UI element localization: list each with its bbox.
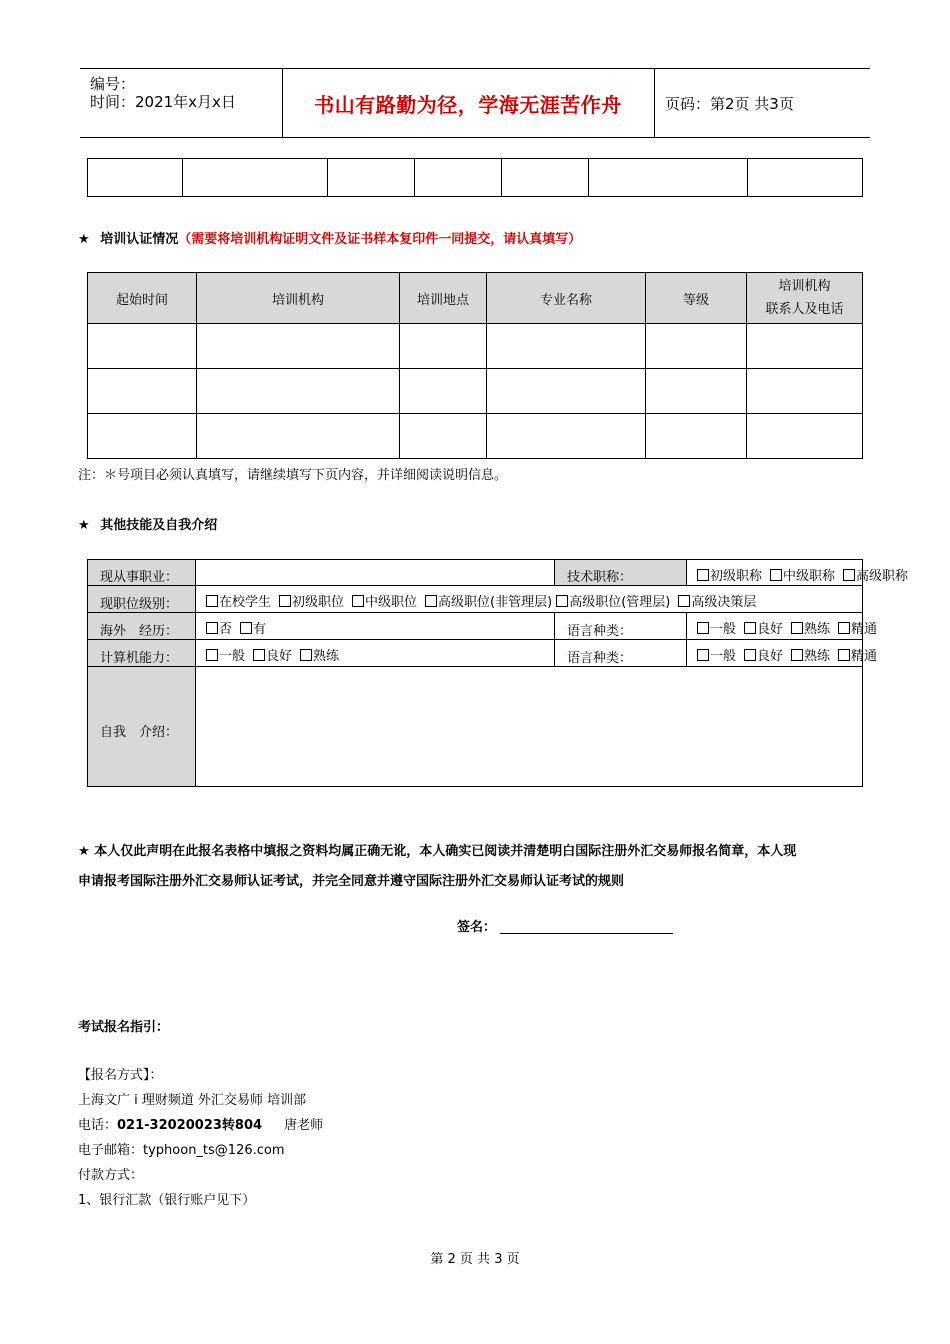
option-label: 良好	[266, 649, 293, 664]
phone-label: 电话：	[78, 1118, 118, 1133]
table-cell[interactable]	[400, 369, 487, 414]
checkbox-icon	[843, 569, 855, 581]
option-good[interactable]	[744, 649, 783, 664]
option-label: 精通	[851, 649, 878, 664]
option-good[interactable]	[744, 622, 783, 637]
declaration	[78, 837, 878, 897]
skills-heading	[78, 514, 217, 533]
table-cell[interactable]	[415, 159, 502, 197]
table-cell[interactable]	[183, 159, 328, 197]
table-row	[88, 369, 863, 414]
option-expert[interactable]	[838, 622, 877, 637]
option-senior-nonmgmt[interactable]	[425, 595, 552, 610]
option-label: 熟练	[804, 622, 831, 637]
checkbox-icon	[240, 622, 252, 634]
col-start-time: 起始时间	[88, 273, 197, 324]
star-icon: ★	[78, 232, 90, 247]
table-header-row	[88, 273, 863, 324]
overseas-options	[195, 612, 555, 640]
checkbox-icon	[556, 595, 568, 607]
option-label: 良好	[757, 622, 784, 637]
method-title: 【报名方式】：	[78, 1068, 163, 1083]
table-cell[interactable]	[646, 414, 747, 459]
option-senior-title[interactable]	[843, 569, 908, 584]
checkbox-icon	[838, 649, 850, 661]
option-label: 否	[219, 622, 233, 637]
checkbox-icon	[300, 649, 312, 661]
star-icon: ★	[78, 518, 90, 533]
checkbox-icon	[697, 649, 709, 661]
page-footer: 第 2 页 共 3 页	[430, 1252, 520, 1267]
checkbox-icon	[425, 595, 437, 607]
language1-options	[686, 612, 878, 640]
option-label: 高级职位(非管理层)	[438, 595, 553, 610]
checkbox-icon	[352, 595, 364, 607]
checkbox-icon	[744, 649, 756, 661]
table-cell[interactable]	[400, 414, 487, 459]
contact-name: 唐老师	[284, 1118, 324, 1133]
language2-options	[686, 639, 878, 667]
option-expert[interactable]	[838, 649, 877, 664]
checkbox-icon	[791, 622, 803, 634]
option-basic[interactable]	[697, 622, 736, 637]
option-senior-mgmt[interactable]	[556, 595, 670, 610]
col-contact-line2: 联系人及电话	[765, 302, 844, 317]
option-label: 熟练	[804, 649, 831, 664]
table-cell[interactable]	[487, 369, 646, 414]
checkbox-icon	[206, 622, 218, 634]
table-cell[interactable]	[487, 414, 646, 459]
col-major: 专业名称	[487, 273, 646, 324]
option-good[interactable]	[253, 649, 292, 664]
table-cell[interactable]	[748, 159, 863, 197]
checkbox-icon	[770, 569, 782, 581]
training-table	[87, 272, 863, 459]
option-yes[interactable]	[240, 622, 266, 637]
training-note: （需要将培训机构证明文件及证书样本复印件一同提交，请认真填写）	[178, 232, 582, 247]
table-row	[88, 414, 863, 459]
footnote: 注：＊号项目必须认真填写，请继续填写下页内容，并详细阅读说明信息。	[78, 468, 508, 483]
guide-body	[78, 1063, 778, 1213]
option-basic[interactable]	[206, 649, 245, 664]
table-cell[interactable]	[197, 414, 400, 459]
table-cell[interactable]	[747, 414, 863, 459]
position-level-options	[195, 585, 863, 613]
col-contact-line1: 培训机构	[778, 279, 831, 294]
option-label: 一般	[710, 649, 737, 664]
email-line: 电子邮箱：typhoon_ts@126.com	[78, 1143, 285, 1158]
checkbox-icon	[838, 622, 850, 634]
option-label: 高级职称	[856, 569, 909, 584]
signature-label: 签名：	[457, 920, 497, 935]
guide-title: 考试报名指引：	[78, 1020, 170, 1035]
table-cell[interactable]	[88, 369, 197, 414]
option-label: 熟练	[313, 649, 340, 664]
intro-label: 自我 介绍：	[100, 725, 179, 740]
table-row	[88, 159, 863, 197]
checkbox-icon	[253, 649, 265, 661]
current-job-label-cell	[87, 559, 196, 586]
checkbox-icon	[744, 622, 756, 634]
option-label: 一般	[219, 649, 246, 664]
checkbox-icon	[279, 595, 291, 607]
option-mid-position[interactable]	[352, 595, 417, 610]
option-label: 在校学生	[219, 595, 272, 610]
overseas-label-cell	[87, 612, 196, 640]
tech-title-label-cell	[554, 559, 687, 586]
col-location: 培训地点	[400, 273, 487, 324]
table-row	[88, 324, 863, 369]
checkbox-icon	[697, 569, 709, 581]
skills-title: 其他技能及自我介绍	[100, 518, 218, 533]
header-motto-cell	[282, 69, 655, 137]
table-cell[interactable]	[328, 159, 415, 197]
declaration-line2: 申请报考国际注册外汇交易师认证考试，并完全同意并遵守国际注册外汇交易师认证考试的规则	[78, 874, 625, 889]
option-label: 一般	[710, 622, 737, 637]
table-cell[interactable]	[88, 414, 197, 459]
serial-label: 编号：	[90, 75, 136, 93]
declaration-text1: 本人仅此声明在此报名表格中填报之资料均属正确无讹，本人确实已阅读并清楚明白国际注册外汇交易师报名简章，本人现	[94, 844, 797, 859]
table-cell[interactable]	[589, 159, 748, 197]
phone-line	[78, 1113, 778, 1138]
option-junior-position[interactable]	[279, 595, 344, 610]
current-job-label: 现从事职业：	[100, 570, 179, 585]
org-line: 上海文广 i 理财频道 外汇交易师 培训部	[78, 1093, 307, 1108]
option-proficient[interactable]	[791, 622, 830, 637]
language1-label: 语言种类：	[567, 624, 633, 639]
language2-label: 语言种类：	[567, 651, 633, 666]
table-cell[interactable]	[88, 324, 197, 369]
computer-label: 计算机能力：	[100, 651, 179, 666]
checkbox-icon	[678, 595, 690, 607]
payment-item-1: 1、银行汇款（银行账户见下）	[78, 1193, 256, 1208]
option-label: 中级职称	[783, 569, 836, 584]
checkbox-icon	[206, 649, 218, 661]
current-job-input[interactable]	[195, 559, 555, 586]
option-label: 中级职位	[365, 595, 418, 610]
payment-title: 付款方式：	[78, 1168, 144, 1183]
table-cell[interactable]	[197, 369, 400, 414]
page-header	[80, 68, 870, 138]
option-junior-title[interactable]	[697, 569, 762, 584]
table-cell[interactable]	[88, 159, 183, 197]
position-level-label: 现职位级别：	[100, 597, 179, 612]
checkbox-icon	[791, 649, 803, 661]
header-page-cell	[655, 69, 880, 137]
signature-line[interactable]	[500, 932, 673, 934]
option-student[interactable]	[206, 595, 271, 610]
option-label: 初级职位	[292, 595, 345, 610]
position-level-label-cell	[87, 585, 196, 613]
col-contact	[747, 273, 863, 324]
col-grade: 等级	[646, 273, 747, 324]
table-cell[interactable]	[747, 369, 863, 414]
header-meta	[80, 69, 283, 137]
checkbox-icon	[206, 595, 218, 607]
table-cell[interactable]	[487, 324, 646, 369]
option-label: 精通	[851, 622, 878, 637]
table-cell[interactable]	[400, 324, 487, 369]
checkbox-icon	[697, 622, 709, 634]
table-cell[interactable]	[646, 369, 747, 414]
table-cell[interactable]	[646, 324, 747, 369]
language2-label-cell	[554, 639, 687, 667]
tech-title-options	[686, 559, 909, 586]
training-heading	[78, 228, 581, 247]
option-label: 初级职称	[710, 569, 763, 584]
option-label: 良好	[757, 649, 784, 664]
option-mid-title[interactable]	[770, 569, 835, 584]
option-executive[interactable]	[678, 595, 756, 610]
intro-label-cell	[87, 666, 196, 787]
option-label: 有	[253, 622, 267, 637]
phone-value: 021-32020023转804	[117, 1118, 263, 1133]
tech-title-label: 技术职称：	[567, 570, 633, 585]
overseas-label: 海外 经历：	[100, 624, 179, 639]
time-label: 时间：2021年x月x日	[90, 93, 236, 111]
language1-label-cell	[554, 612, 687, 640]
option-label: 高级职位(管理层)	[569, 595, 671, 610]
option-proficient[interactable]	[300, 649, 339, 664]
declaration-line1	[78, 837, 878, 867]
skills-table	[87, 559, 909, 787]
motto: 书山有路勤为径，学海无涯苦作舟	[314, 92, 622, 117]
option-basic[interactable]	[697, 649, 736, 664]
table-cell[interactable]	[197, 324, 400, 369]
carryover-table	[87, 158, 863, 197]
training-title: 培训认证情况	[100, 232, 179, 247]
page-label: 页码：第2页 共3页	[665, 94, 794, 113]
intro-textarea[interactable]	[195, 666, 863, 787]
option-no[interactable]	[206, 622, 232, 637]
col-institution: 培训机构	[197, 273, 400, 324]
computer-options	[195, 639, 555, 667]
star-icon: ★	[78, 844, 90, 859]
option-proficient[interactable]	[791, 649, 830, 664]
table-cell[interactable]	[747, 324, 863, 369]
option-label: 高级决策层	[691, 595, 757, 610]
computer-label-cell	[87, 639, 196, 667]
table-cell[interactable]	[502, 159, 589, 197]
